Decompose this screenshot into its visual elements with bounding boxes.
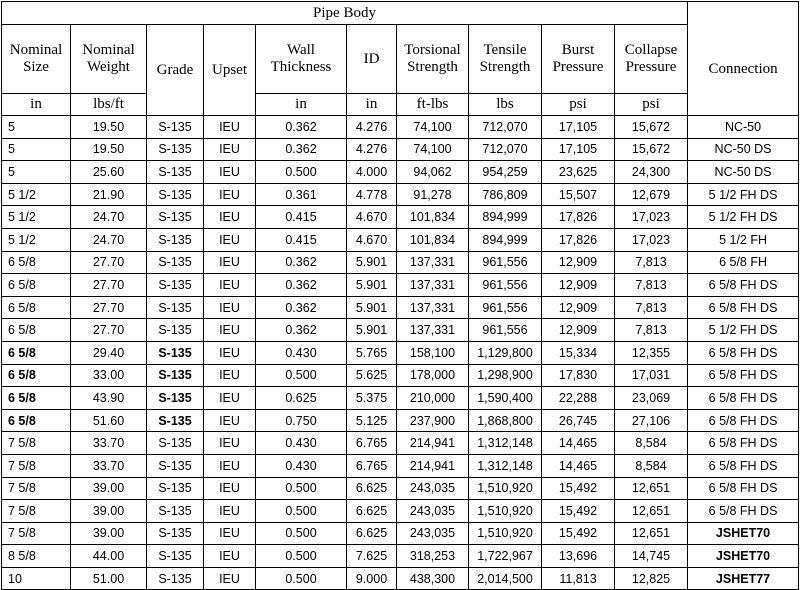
collapse-pressure-cell: 27,106	[615, 409, 688, 432]
id-cell: 5.901	[347, 274, 397, 297]
collapse-pressure-cell: 7,813	[615, 251, 688, 274]
nominal-size-cell: 6 5/8	[2, 319, 71, 342]
tensile-strength-cell: 1,312,148	[469, 454, 542, 477]
table-row	[2, 477, 799, 500]
burst-pressure-cell: 11,813	[542, 567, 615, 590]
id-cell: 5.625	[347, 364, 397, 387]
grade-cell: S-135	[147, 567, 204, 590]
grade-cell: S-135	[147, 545, 204, 568]
tensile-strength-cell: 894,999	[469, 228, 542, 251]
connection-cell: 6 5/8 FH DS	[688, 409, 799, 432]
upset-cell: IEU	[204, 477, 256, 500]
table-row	[2, 228, 799, 251]
upset-cell: IEU	[204, 138, 256, 161]
upset-cell: IEU	[204, 228, 256, 251]
table-row	[2, 116, 799, 139]
wall-thickness-cell: 0.362	[256, 138, 347, 161]
collapse-pressure-cell: 17,023	[615, 228, 688, 251]
nominal-size-cell: 5 1/2	[2, 228, 71, 251]
nominal-weight-cell: 27.70	[71, 251, 147, 274]
torsional-strength-cell: 318,253	[397, 545, 469, 568]
burst-pressure-cell: 15,492	[542, 477, 615, 500]
nominal-weight-cell: 25.60	[71, 161, 147, 184]
burst-pressure-cell: 17,105	[542, 116, 615, 139]
burst-pressure-cell: 12,909	[542, 251, 615, 274]
table-row	[2, 341, 799, 364]
tensile-strength-cell: 1,510,920	[469, 500, 542, 523]
tensile-strength-cell: 954,259	[469, 161, 542, 184]
wall-thickness-cell: 0.362	[256, 296, 347, 319]
tensile-strength-cell: 712,070	[469, 138, 542, 161]
nominal-weight-cell: 51.60	[71, 409, 147, 432]
pipe-body-group-header: Pipe Body	[2, 2, 688, 25]
connection-cell: 6 5/8 FH DS	[688, 296, 799, 319]
grade-cell: S-135	[147, 161, 204, 184]
table-row	[2, 183, 799, 206]
connection-header-top	[688, 2, 799, 25]
connection-cell: 5 1/2 FH DS	[688, 319, 799, 342]
grade-cell: S-135	[147, 138, 204, 161]
table-row	[2, 522, 799, 545]
nominal-weight-cell: 24.70	[71, 228, 147, 251]
torsional-strength-header: Torsional Strength	[397, 25, 469, 94]
upset-cell: IEU	[204, 161, 256, 184]
tensile-strength-cell: 1,510,920	[469, 522, 542, 545]
connection-cell: 6 5/8 FH DS	[688, 274, 799, 297]
nominal-weight-cell: 27.70	[71, 319, 147, 342]
grade-cell: S-135	[147, 341, 204, 364]
wall-thickness-cell: 0.362	[256, 116, 347, 139]
nominal-weight-unit: lbs/ft	[71, 94, 147, 116]
nominal-size-cell: 6 5/8	[2, 341, 71, 364]
table-row	[2, 206, 799, 229]
id-cell: 6.765	[347, 432, 397, 455]
id-cell: 6.625	[347, 522, 397, 545]
nominal-weight-cell: 24.70	[71, 206, 147, 229]
id-cell: 9.000	[347, 567, 397, 590]
id-cell: 5.901	[347, 319, 397, 342]
nominal-weight-cell: 43.90	[71, 387, 147, 410]
wall-thickness-cell: 0.415	[256, 228, 347, 251]
tensile-strength-cell: 1,298,900	[469, 364, 542, 387]
wall-thickness-cell: 0.362	[256, 274, 347, 297]
nominal-weight-cell: 19.50	[71, 116, 147, 139]
nominal-weight-header: Nominal Weight	[71, 25, 147, 94]
table-row	[2, 319, 799, 342]
burst-pressure-cell: 17,826	[542, 206, 615, 229]
nominal-weight-cell: 51.00	[71, 567, 147, 590]
grade-cell: S-135	[147, 454, 204, 477]
table-row	[2, 274, 799, 297]
id-cell: 5.125	[347, 409, 397, 432]
nominal-weight-cell: 33.70	[71, 432, 147, 455]
collapse-pressure-cell: 8,584	[615, 432, 688, 455]
table-row	[2, 296, 799, 319]
collapse-pressure-cell: 12,825	[615, 567, 688, 590]
nominal-size-cell: 7 5/8	[2, 500, 71, 523]
tensile-strength-cell: 712,070	[469, 116, 542, 139]
wall-thickness-cell: 0.500	[256, 500, 347, 523]
connection-cell: 6 5/8 FH DS	[688, 454, 799, 477]
torsional-strength-cell: 243,035	[397, 477, 469, 500]
burst-pressure-cell: 26,745	[542, 409, 615, 432]
collapse-pressure-cell: 15,672	[615, 138, 688, 161]
collapse-pressure-cell: 8,584	[615, 454, 688, 477]
table-row	[2, 432, 799, 455]
id-cell: 6.625	[347, 477, 397, 500]
tensile-strength-cell: 961,556	[469, 274, 542, 297]
connection-cell: 5 1/2 FH DS	[688, 183, 799, 206]
grade-cell: S-135	[147, 183, 204, 206]
torsional-strength-cell: 438,300	[397, 567, 469, 590]
nominal-size-cell: 5	[2, 161, 71, 184]
nominal-weight-cell: 27.70	[71, 296, 147, 319]
collapse-pressure-cell: 7,813	[615, 296, 688, 319]
nominal-size-cell: 6 5/8	[2, 409, 71, 432]
id-cell: 5.765	[347, 341, 397, 364]
wall-thickness-cell: 0.430	[256, 341, 347, 364]
torsional-strength-cell: 214,941	[397, 454, 469, 477]
table-row	[2, 364, 799, 387]
burst-pressure-cell: 17,105	[542, 138, 615, 161]
nominal-size-cell: 6 5/8	[2, 296, 71, 319]
id-cell: 5.901	[347, 296, 397, 319]
wall-thickness-cell: 0.500	[256, 567, 347, 590]
collapse-pressure-cell: 12,355	[615, 341, 688, 364]
id-cell: 4.276	[347, 116, 397, 139]
upset-cell: IEU	[204, 409, 256, 432]
collapse-pressure-cell: 24,300	[615, 161, 688, 184]
upset-cell: IEU	[204, 567, 256, 590]
upset-header: Upset	[204, 25, 256, 116]
torsional-strength-cell: 210,000	[397, 387, 469, 410]
collapse-pressure-header: Collapse Pressure	[615, 25, 688, 94]
grade-cell: S-135	[147, 500, 204, 523]
tensile-strength-cell: 1,510,920	[469, 477, 542, 500]
grade-cell: S-135	[147, 206, 204, 229]
nominal-size-cell: 6 5/8	[2, 251, 71, 274]
connection-cell: JSHET70	[688, 522, 799, 545]
torsional-strength-cell: 94,062	[397, 161, 469, 184]
table-row	[2, 138, 799, 161]
grade-cell: S-135	[147, 228, 204, 251]
nominal-weight-cell: 39.00	[71, 522, 147, 545]
nominal-size-cell: 6 5/8	[2, 387, 71, 410]
wall-thickness-cell: 0.500	[256, 364, 347, 387]
wall-thickness-cell: 0.430	[256, 432, 347, 455]
id-cell: 4.670	[347, 228, 397, 251]
burst-pressure-cell: 14,465	[542, 432, 615, 455]
nominal-weight-cell: 21.90	[71, 183, 147, 206]
id-cell: 6.625	[347, 500, 397, 523]
grade-cell: S-135	[147, 432, 204, 455]
id-cell: 4.778	[347, 183, 397, 206]
burst-pressure-cell: 17,826	[542, 228, 615, 251]
grade-cell: S-135	[147, 409, 204, 432]
torsional-strength-cell: 101,834	[397, 228, 469, 251]
id-cell: 4.276	[347, 138, 397, 161]
tensile-strength-cell: 1,590,400	[469, 387, 542, 410]
collapse-pressure-unit: psi	[615, 94, 688, 116]
table-row	[2, 161, 799, 184]
collapse-pressure-cell: 7,813	[615, 274, 688, 297]
tensile-strength-cell: 2,014,500	[469, 567, 542, 590]
tensile-strength-cell: 961,556	[469, 251, 542, 274]
pipe-spec-table	[1, 1, 799, 590]
id-cell: 7.625	[347, 545, 397, 568]
connection-cell: 6 5/8 FH DS	[688, 341, 799, 364]
torsional-strength-cell: 74,100	[397, 116, 469, 139]
grade-cell: S-135	[147, 364, 204, 387]
collapse-pressure-cell: 14,745	[615, 545, 688, 568]
id-cell: 5.375	[347, 387, 397, 410]
table-row	[2, 454, 799, 477]
connection-cell: NC-50 DS	[688, 138, 799, 161]
upset-cell: IEU	[204, 341, 256, 364]
nominal-weight-cell: 44.00	[71, 545, 147, 568]
tensile-strength-header: Tensile Strength	[469, 25, 542, 94]
nominal-weight-cell: 19.50	[71, 138, 147, 161]
torsional-strength-cell: 91,278	[397, 183, 469, 206]
wall-thickness-cell: 0.362	[256, 319, 347, 342]
table-row	[2, 500, 799, 523]
nominal-weight-cell: 39.00	[71, 500, 147, 523]
upset-cell: IEU	[204, 319, 256, 342]
grade-cell: S-135	[147, 319, 204, 342]
wall-thickness-cell: 0.500	[256, 161, 347, 184]
nominal-weight-cell: 33.70	[71, 454, 147, 477]
connection-cell: 6 5/8 FH	[688, 251, 799, 274]
id-unit: in	[347, 94, 397, 116]
connection-cell: NC-50	[688, 116, 799, 139]
torsional-strength-cell: 137,331	[397, 274, 469, 297]
collapse-pressure-cell: 17,031	[615, 364, 688, 387]
nominal-size-cell: 7 5/8	[2, 432, 71, 455]
grade-cell: S-135	[147, 522, 204, 545]
burst-pressure-cell: 12,909	[542, 319, 615, 342]
tensile-strength-cell: 1,312,148	[469, 432, 542, 455]
grade-header: Grade	[147, 25, 204, 116]
connection-cell: 5 1/2 FH DS	[688, 206, 799, 229]
connection-cell: JSHET77	[688, 567, 799, 590]
id-cell: 4.000	[347, 161, 397, 184]
nominal-weight-cell: 39.00	[71, 477, 147, 500]
connection-cell: 6 5/8 FH DS	[688, 432, 799, 455]
torsional-strength-cell: 137,331	[397, 319, 469, 342]
torsional-strength-cell: 158,100	[397, 341, 469, 364]
burst-pressure-cell: 23,625	[542, 161, 615, 184]
burst-pressure-cell: 22,288	[542, 387, 615, 410]
table-body	[2, 116, 799, 590]
connection-cell: 6 5/8 FH DS	[688, 387, 799, 410]
upset-cell: IEU	[204, 364, 256, 387]
id-header: ID	[347, 25, 397, 94]
collapse-pressure-cell: 15,672	[615, 116, 688, 139]
torsional-strength-cell: 237,900	[397, 409, 469, 432]
burst-pressure-cell: 13,696	[542, 545, 615, 568]
burst-pressure-cell: 15,334	[542, 341, 615, 364]
id-cell: 5.901	[347, 251, 397, 274]
nominal-weight-cell: 33.00	[71, 364, 147, 387]
id-cell: 6.765	[347, 454, 397, 477]
collapse-pressure-cell: 12,651	[615, 477, 688, 500]
upset-cell: IEU	[204, 183, 256, 206]
upset-cell: IEU	[204, 432, 256, 455]
connection-cell: 6 5/8 FH DS	[688, 477, 799, 500]
nominal-size-cell: 10	[2, 567, 71, 590]
collapse-pressure-cell: 12,679	[615, 183, 688, 206]
torsional-strength-unit: ft-lbs	[397, 94, 469, 116]
collapse-pressure-cell: 7,813	[615, 319, 688, 342]
collapse-pressure-cell: 23,069	[615, 387, 688, 410]
nominal-size-header: Nominal Size	[2, 25, 71, 94]
table-row	[2, 251, 799, 274]
torsional-strength-cell: 214,941	[397, 432, 469, 455]
collapse-pressure-cell: 12,651	[615, 500, 688, 523]
wall-thickness-cell: 0.362	[256, 251, 347, 274]
nominal-size-cell: 7 5/8	[2, 522, 71, 545]
tensile-strength-cell: 1,868,800	[469, 409, 542, 432]
table-row	[2, 387, 799, 410]
upset-cell: IEU	[204, 296, 256, 319]
grade-cell: S-135	[147, 251, 204, 274]
wall-thickness-cell: 0.415	[256, 206, 347, 229]
tensile-strength-cell: 961,556	[469, 296, 542, 319]
grade-cell: S-135	[147, 387, 204, 410]
wall-thickness-unit: in	[256, 94, 347, 116]
torsional-strength-cell: 137,331	[397, 296, 469, 319]
torsional-strength-cell: 243,035	[397, 500, 469, 523]
tensile-strength-cell: 961,556	[469, 319, 542, 342]
nominal-size-cell: 5 1/2	[2, 206, 71, 229]
grade-cell: S-135	[147, 116, 204, 139]
upset-cell: IEU	[204, 274, 256, 297]
collapse-pressure-cell: 12,651	[615, 522, 688, 545]
burst-pressure-header: Burst Pressure	[542, 25, 615, 94]
torsional-strength-cell: 74,100	[397, 138, 469, 161]
table-row	[2, 409, 799, 432]
wall-thickness-cell: 0.500	[256, 477, 347, 500]
burst-pressure-cell: 15,507	[542, 183, 615, 206]
upset-cell: IEU	[204, 522, 256, 545]
connection-cell: JSHET70	[688, 545, 799, 568]
connection-cell: 6 5/8 FH DS	[688, 500, 799, 523]
tensile-strength-cell: 1,722,967	[469, 545, 542, 568]
upset-cell: IEU	[204, 545, 256, 568]
wall-thickness-header: Wall Thickness	[256, 25, 347, 94]
torsional-strength-cell: 178,000	[397, 364, 469, 387]
torsional-strength-cell: 137,331	[397, 251, 469, 274]
nominal-size-cell: 5	[2, 138, 71, 161]
id-cell: 4.670	[347, 206, 397, 229]
upset-cell: IEU	[204, 116, 256, 139]
nominal-size-unit: in	[2, 94, 71, 116]
connection-cell: NC-50 DS	[688, 161, 799, 184]
tensile-strength-cell: 1,129,800	[469, 341, 542, 364]
connection-cell: 5 1/2 FH	[688, 228, 799, 251]
tensile-strength-cell: 894,999	[469, 206, 542, 229]
burst-pressure-cell: 15,492	[542, 500, 615, 523]
burst-pressure-cell: 15,492	[542, 522, 615, 545]
nominal-weight-cell: 27.70	[71, 274, 147, 297]
connection-cell: 6 5/8 FH DS	[688, 364, 799, 387]
nominal-size-cell: 8 5/8	[2, 545, 71, 568]
tensile-strength-unit: lbs	[469, 94, 542, 116]
burst-pressure-cell: 12,909	[542, 274, 615, 297]
burst-pressure-cell: 17,830	[542, 364, 615, 387]
nominal-size-cell: 5 1/2	[2, 183, 71, 206]
grade-cell: S-135	[147, 274, 204, 297]
wall-thickness-cell: 0.500	[256, 545, 347, 568]
torsional-strength-cell: 243,035	[397, 522, 469, 545]
wall-thickness-cell: 0.361	[256, 183, 347, 206]
nominal-size-cell: 7 5/8	[2, 454, 71, 477]
grade-cell: S-135	[147, 477, 204, 500]
nominal-weight-cell: 29.40	[71, 341, 147, 364]
torsional-strength-cell: 101,834	[397, 206, 469, 229]
burst-pressure-cell: 14,465	[542, 454, 615, 477]
burst-pressure-unit: psi	[542, 94, 615, 116]
upset-cell: IEU	[204, 387, 256, 410]
wall-thickness-cell: 0.625	[256, 387, 347, 410]
upset-cell: IEU	[204, 454, 256, 477]
nominal-size-cell: 7 5/8	[2, 477, 71, 500]
upset-cell: IEU	[204, 206, 256, 229]
table-row	[2, 545, 799, 568]
grade-cell: S-135	[147, 296, 204, 319]
upset-cell: IEU	[204, 251, 256, 274]
wall-thickness-cell: 0.500	[256, 522, 347, 545]
burst-pressure-cell: 12,909	[542, 296, 615, 319]
nominal-size-cell: 6 5/8	[2, 364, 71, 387]
upset-cell: IEU	[204, 500, 256, 523]
wall-thickness-cell: 0.430	[256, 454, 347, 477]
nominal-size-cell: 5	[2, 116, 71, 139]
nominal-size-cell: 6 5/8	[2, 274, 71, 297]
collapse-pressure-cell: 17,023	[615, 206, 688, 229]
tensile-strength-cell: 786,809	[469, 183, 542, 206]
wall-thickness-cell: 0.750	[256, 409, 347, 432]
connection-header: Connection	[688, 25, 799, 116]
